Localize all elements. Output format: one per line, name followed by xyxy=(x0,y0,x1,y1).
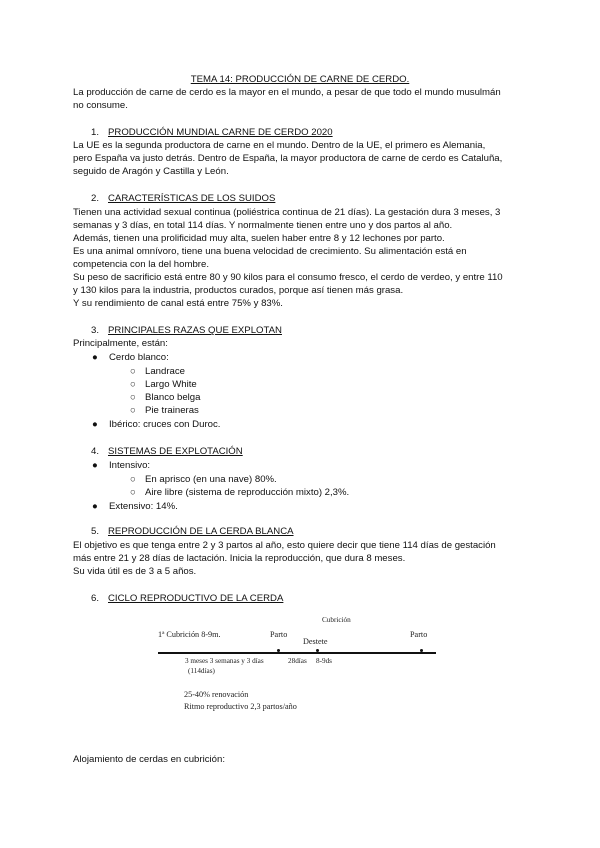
paragraph-line: Además, tienen una prolificidad muy alta, suelen haber entre 8 y 12 lechones por parto. xyxy=(73,233,445,244)
paragraph-line: Tienen una actividad sexual continua (poliéstrica continua de 21 días). La gestación dura 3 meses, 3 xyxy=(73,207,501,218)
document-title: TEMA 14: PRODUCCIÓN DE CARNE DE CERDO. xyxy=(190,74,410,85)
diagram-note-ritmo: Ritmo reproductivo 2,3 partos/año xyxy=(184,702,297,711)
bullet-icon: ● xyxy=(92,352,98,363)
sub-list-item: ○ Blanco belga xyxy=(130,392,201,403)
intro-line: no consume. xyxy=(73,100,128,111)
paragraph-line: Y su rendimiento de canal está entre 75% y 83%. xyxy=(73,298,283,309)
circle-bullet-icon: ○ xyxy=(130,392,136,403)
circle-bullet-icon: ○ xyxy=(130,474,136,485)
sub-list-item: ○ Largo White xyxy=(130,379,197,390)
diagram-label-parto: Parto xyxy=(270,630,288,639)
section-heading: 2. CARACTERÍSTICAS DE LOS SUIDOS xyxy=(91,193,276,204)
section-heading: 3. PRINCIPALES RAZAS QUE EXPLOTAN xyxy=(91,325,282,336)
sub-list-item: ○ Landrace xyxy=(130,366,186,377)
diagram-label-parto-2: Parto xyxy=(410,630,428,639)
circle-bullet-icon: ○ xyxy=(130,487,136,498)
list-item: ● Extensivo: 14%. xyxy=(92,501,178,512)
paragraph-line: competencia con la del hombre. xyxy=(73,259,209,270)
diagram-label-28-days: 28días xyxy=(288,657,307,665)
intro-line: La producción de carne de cerdo es la mayor en el mundo, a pesar de que todo el mundo musulmán xyxy=(73,87,501,98)
paragraph-line: Su vida útil es de 3 a 5 años. xyxy=(73,566,197,577)
section-heading: 4. SISTEMAS DE EXPLOTACIÓN xyxy=(91,446,243,457)
paragraph-line: Es una animal omnívoro, tiene una buena velocidad de crecimiento. Su alimentación está en xyxy=(73,246,467,257)
list-item: ● Ibérico: cruces con Duroc. xyxy=(92,419,221,430)
circle-bullet-icon: ○ xyxy=(130,366,136,377)
timeline-tick xyxy=(277,649,280,652)
diagram-label-first-cubricion: 1ª Cubrición 8-9m. xyxy=(158,630,221,639)
section-heading: 6. CICLO REPRODUCTIVO DE LA CERDA xyxy=(91,593,284,604)
bullet-icon: ● xyxy=(92,501,98,512)
timeline-tick xyxy=(316,649,319,652)
diagram-label-8-9-days: 8-9ds xyxy=(316,657,332,665)
circle-bullet-icon: ○ xyxy=(130,405,136,416)
timeline-tick xyxy=(420,649,423,652)
paragraph-line: Principalmente, están: xyxy=(73,338,168,349)
diagram-note-renovacion: 25-40% renovación xyxy=(184,690,249,699)
section-heading: 1. PRODUCCIÓN MUNDIAL CARNE DE CERDO 2020 xyxy=(91,127,333,138)
paragraph-line: más entre 21 y 28 días de lactación. Inicia la reproducción, que dura 8 meses. xyxy=(73,553,406,564)
sub-list-item: ○ Pie traineras xyxy=(130,405,199,416)
diagram-label-cubricion: Cubrición xyxy=(322,616,351,624)
list-item: ● Cerdo blanco: xyxy=(92,352,169,363)
diagram-label-gestation: 3 meses 3 semanas y 3 días xyxy=(185,657,264,665)
paragraph-line: seguido de Aragón y Castilla y León. xyxy=(73,166,229,177)
diagram-label-destete: Destete xyxy=(303,637,328,646)
circle-bullet-icon: ○ xyxy=(130,379,136,390)
list-item: ● Intensivo: xyxy=(92,460,151,471)
timeline-axis xyxy=(158,652,436,654)
sub-list-item: ○ En aprisco (en una nave) 80%. xyxy=(130,474,277,485)
paragraph-line: semanas y 3 días, en total 114 días. Y normalmente tienen entre uno y dos partos al año. xyxy=(73,220,453,231)
paragraph-line: El objetivo es que tenga entre 2 y 3 partos al año, esto quiere decir que tiene 114 días de gestación xyxy=(73,540,496,551)
paragraph-line: pero España va justo detrás. Dentro de España, la mayor productora de carne de cerdo es Cataluña, xyxy=(73,153,503,164)
closing-line: Alojamiento de cerdas en cubrición: xyxy=(73,754,225,765)
sub-list-item: ○ Aire libre (sistema de reproducción mixto) 2,3%. xyxy=(130,487,350,498)
paragraph-line: La UE es la segunda productora de carne en el mundo. Dentro de la UE, el primero es Alemania, xyxy=(73,140,486,151)
section-heading: 5. REPRODUCCIÓN DE LA CERDA BLANCA xyxy=(91,526,294,537)
paragraph-line: Su peso de sacrificio está entre 80 y 90 kilos para el consumo fresco, el cerdo de verdeo, y entre 110 xyxy=(73,272,503,283)
bullet-icon: ● xyxy=(92,460,98,471)
bullet-icon: ● xyxy=(92,419,98,430)
paragraph-line: y 130 kilos para la industria, productos curados, porque así tienen más grasa. xyxy=(73,285,404,296)
diagram-label-114-days: (114días) xyxy=(188,667,215,675)
